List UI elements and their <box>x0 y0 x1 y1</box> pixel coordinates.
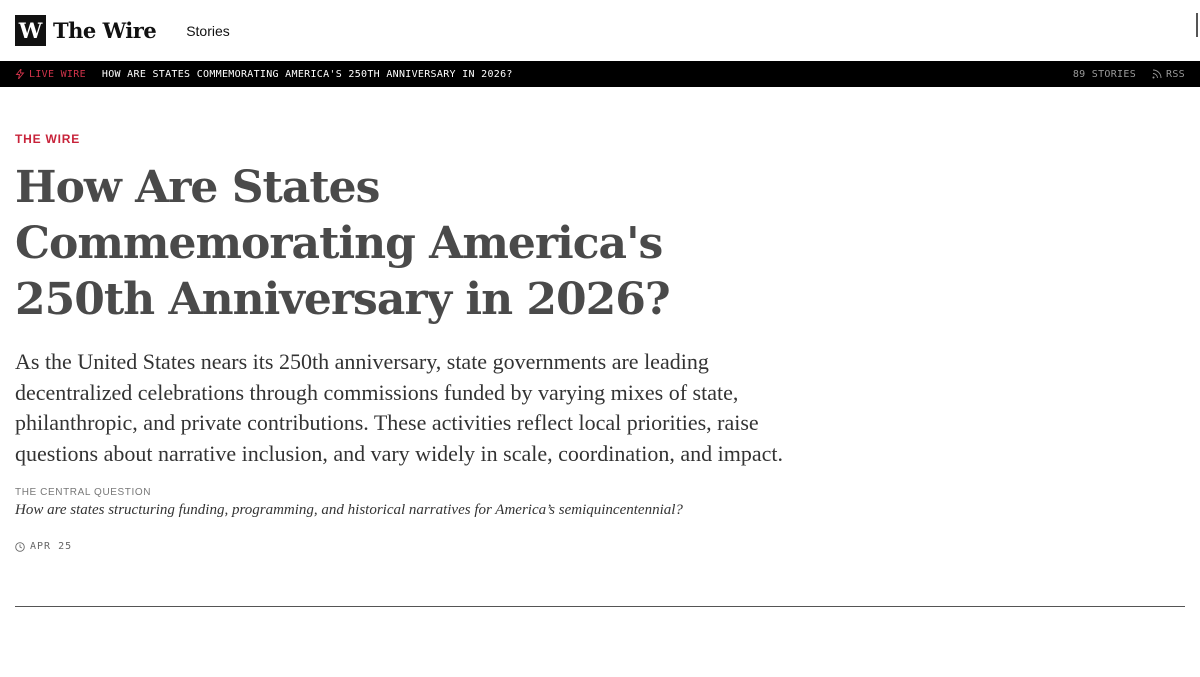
scrollbar[interactable] <box>1196 13 1198 37</box>
article <box>0 87 1200 552</box>
bolt-icon <box>15 69 25 79</box>
brand-name[interactable]: The Wire <box>53 18 157 43</box>
live-wire-text: LIVE WIRE <box>29 68 86 80</box>
publish-date <box>15 541 1185 552</box>
article-dek: As the United States nears its 250th anniversary, state governments are leading decentralized celebrations through commissions funded by varying mixes of state, philanthropic, and private contributions. These activities reflect local priorities, raise questions about narrative inclusion, and vary widely in scale, coordination, and impact. <box>15 349 783 466</box>
live-ticker <box>0 61 1200 87</box>
publish-date-text: APR 25 <box>30 541 73 552</box>
stories-count: 89 STORIES <box>1072 68 1137 80</box>
rss-icon <box>1152 69 1162 79</box>
kicker[interactable]: THE WIRE <box>15 132 81 146</box>
article-headline: How Are States Commemorating America's 250th Anniversary in 2026? <box>15 162 670 325</box>
nav-stories-link[interactable]: Stories <box>186 22 230 39</box>
central-question: How are states structuring funding, programming, and historical narratives for America’s semiquincentennial? <box>15 502 683 518</box>
ticker-meta <box>1073 69 1185 80</box>
clock-icon <box>15 542 25 552</box>
central-question-label: THE CENTRAL QUESTION <box>15 487 152 498</box>
logo[interactable]: W <box>15 15 46 46</box>
live-wire-label <box>15 69 86 80</box>
site-header <box>0 0 1200 61</box>
ticker-headline-link[interactable]: HOW ARE STATES COMMEMORATING AMERICA'S 250TH ANNIVERSARY IN 2026? <box>101 68 513 80</box>
rss-label: RSS <box>1166 68 1185 80</box>
divider <box>15 606 1185 607</box>
rss-link[interactable] <box>1152 69 1185 80</box>
